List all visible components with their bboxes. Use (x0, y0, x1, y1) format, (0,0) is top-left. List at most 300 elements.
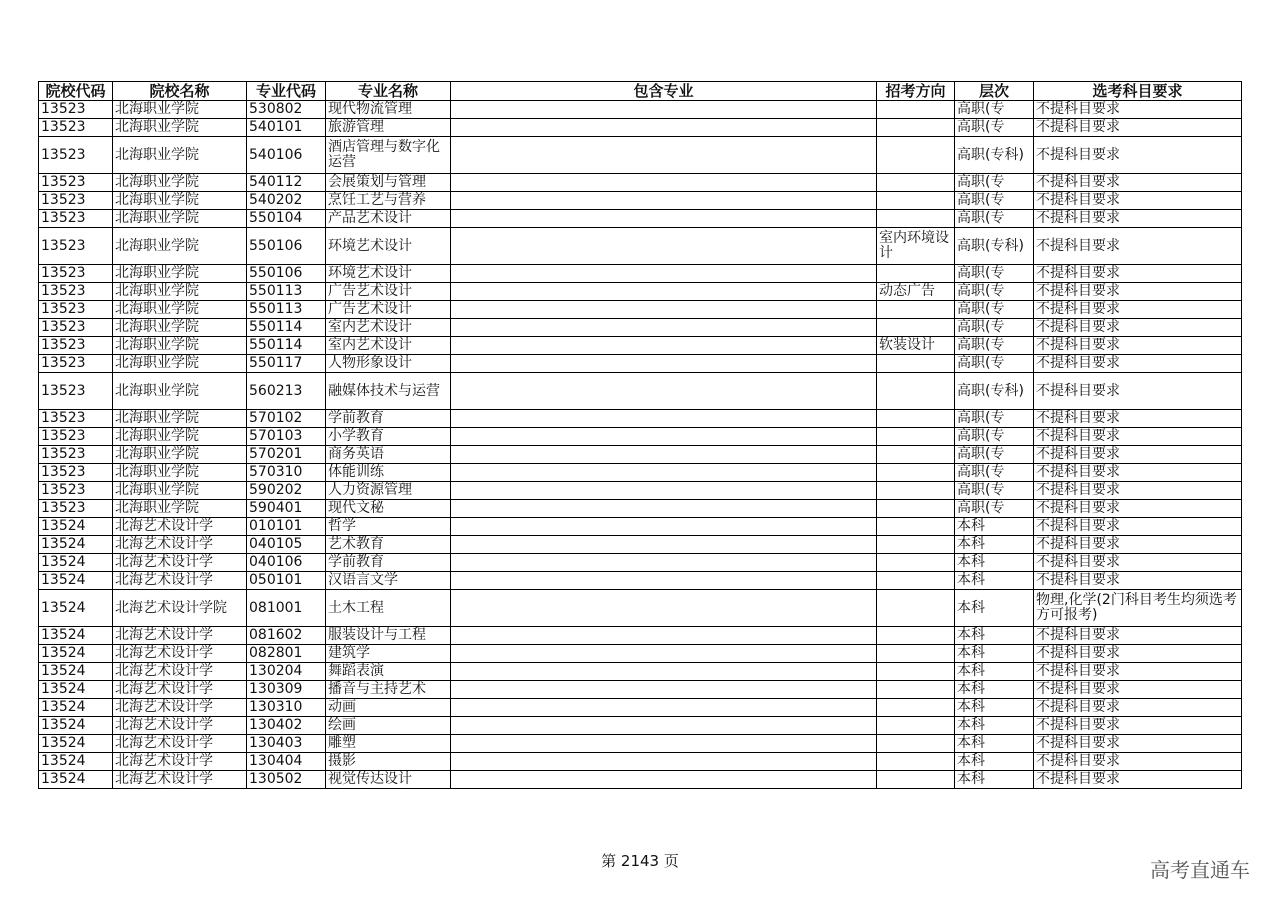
cell-school-name: 北海艺术设计学 (113, 735, 247, 753)
cell-subject-requirement: 不提科目要求 (1034, 681, 1242, 699)
cell-major-name: 摄影 (326, 753, 451, 771)
cell-school-code: 13523 (39, 428, 113, 446)
cell-school-name: 北海艺术设计学 (113, 771, 247, 789)
cell-major-name: 舞蹈表演 (326, 663, 451, 681)
cell-level: 高职(专 (955, 500, 1034, 518)
cell-level: 本科 (955, 554, 1034, 572)
cell-major-code: 530802 (247, 101, 326, 119)
cell-school-code: 13523 (39, 373, 113, 410)
cell-school-name: 北海职业学院 (113, 482, 247, 500)
cell-direction (877, 119, 955, 137)
cell-level: 高职(专 (955, 119, 1034, 137)
cell-direction (877, 500, 955, 518)
cell-major-name: 艺术教育 (326, 536, 451, 554)
cell-school-code: 13524 (39, 554, 113, 572)
cell-level: 高职(专 (955, 192, 1034, 210)
cell-major-code: 050101 (247, 572, 326, 590)
cell-included-majors (451, 192, 877, 210)
cell-school-code: 13523 (39, 119, 113, 137)
cell-major-code: 550114 (247, 337, 326, 355)
table-row (39, 101, 1242, 119)
cell-included-majors (451, 283, 877, 301)
cell-school-code: 13523 (39, 500, 113, 518)
cell-subject-requirement: 不提科目要求 (1034, 753, 1242, 771)
cell-major-name: 人物形象设计 (326, 355, 451, 373)
table-row (39, 518, 1242, 536)
cell-school-name: 北海职业学院 (113, 355, 247, 373)
cell-major-name: 雕塑 (326, 735, 451, 753)
cell-school-name: 北海艺术设计学院 (113, 590, 247, 627)
cell-direction (877, 410, 955, 428)
table-row (39, 572, 1242, 590)
table-row (39, 337, 1242, 355)
cell-school-code: 13523 (39, 482, 113, 500)
cell-school-code: 13523 (39, 464, 113, 482)
cell-direction (877, 210, 955, 228)
cell-school-name: 北海艺术设计学 (113, 645, 247, 663)
cell-subject-requirement: 不提科目要求 (1034, 663, 1242, 681)
cell-included-majors (451, 355, 877, 373)
cell-major-code: 590202 (247, 482, 326, 500)
cell-major-name: 室内艺术设计 (326, 319, 451, 337)
cell-direction (877, 645, 955, 663)
cell-level: 高职(专科) (955, 228, 1034, 265)
table-row (39, 410, 1242, 428)
cell-subject-requirement: 不提科目要求 (1034, 410, 1242, 428)
table-row (39, 627, 1242, 645)
cell-school-name: 北海职业学院 (113, 500, 247, 518)
cell-major-name: 哲学 (326, 518, 451, 536)
table-row (39, 174, 1242, 192)
cell-included-majors (451, 174, 877, 192)
cell-school-code: 13524 (39, 536, 113, 554)
cell-major-code: 550114 (247, 319, 326, 337)
cell-school-name: 北海职业学院 (113, 373, 247, 410)
header-row (39, 82, 1242, 101)
cell-level: 本科 (955, 717, 1034, 735)
cell-school-code: 13523 (39, 355, 113, 373)
cell-school-code: 13523 (39, 301, 113, 319)
cell-school-name: 北海职业学院 (113, 137, 247, 174)
cell-subject-requirement: 不提科目要求 (1034, 771, 1242, 789)
cell-level: 高职(专 (955, 410, 1034, 428)
cell-direction (877, 446, 955, 464)
table-row (39, 355, 1242, 373)
cell-level: 本科 (955, 681, 1034, 699)
cell-major-code: 550113 (247, 301, 326, 319)
cell-major-code: 010101 (247, 518, 326, 536)
cell-level: 高职(专 (955, 283, 1034, 301)
header-major-code: 专业代码 (247, 82, 326, 101)
cell-major-code: 130502 (247, 771, 326, 789)
cell-level: 高职(专科) (955, 373, 1034, 410)
cell-school-name: 北海职业学院 (113, 210, 247, 228)
cell-major-code: 550106 (247, 265, 326, 283)
cell-included-majors (451, 228, 877, 265)
cell-direction (877, 717, 955, 735)
cell-school-code: 13523 (39, 337, 113, 355)
cell-direction (877, 265, 955, 283)
cell-included-majors (451, 771, 877, 789)
cell-major-code: 081001 (247, 590, 326, 627)
cell-school-name: 北海艺术设计学 (113, 681, 247, 699)
cell-included-majors (451, 428, 877, 446)
cell-subject-requirement: 不提科目要求 (1034, 572, 1242, 590)
cell-included-majors (451, 101, 877, 119)
table-body (39, 101, 1242, 789)
cell-school-code: 13524 (39, 771, 113, 789)
cell-direction (877, 482, 955, 500)
header-school-code: 院校代码 (39, 82, 113, 101)
cell-subject-requirement: 不提科目要求 (1034, 536, 1242, 554)
cell-direction (877, 627, 955, 645)
cell-direction (877, 554, 955, 572)
cell-school-name: 北海艺术设计学 (113, 663, 247, 681)
cell-subject-requirement: 不提科目要求 (1034, 373, 1242, 410)
cell-included-majors (451, 137, 877, 174)
cell-major-code: 130204 (247, 663, 326, 681)
table-row (39, 663, 1242, 681)
cell-direction (877, 428, 955, 446)
cell-direction (877, 464, 955, 482)
table-row (39, 428, 1242, 446)
cell-included-majors (451, 464, 877, 482)
header-major-name: 专业名称 (326, 82, 451, 101)
cell-level: 高职(专 (955, 319, 1034, 337)
cell-included-majors (451, 536, 877, 554)
cell-direction (877, 373, 955, 410)
cell-major-name: 酒店管理与数字化运营 (326, 137, 451, 174)
cell-direction (877, 518, 955, 536)
cell-major-code: 130404 (247, 753, 326, 771)
cell-major-code: 550117 (247, 355, 326, 373)
cell-level: 高职(专 (955, 174, 1034, 192)
cell-subject-requirement: 不提科目要求 (1034, 500, 1242, 518)
cell-included-majors (451, 645, 877, 663)
cell-included-majors (451, 265, 877, 283)
cell-direction (877, 681, 955, 699)
cell-direction (877, 101, 955, 119)
cell-school-code: 13523 (39, 174, 113, 192)
cell-direction (877, 735, 955, 753)
cell-subject-requirement: 不提科目要求 (1034, 717, 1242, 735)
cell-level: 高职(专 (955, 265, 1034, 283)
cell-included-majors (451, 663, 877, 681)
admissions-table (38, 81, 1242, 789)
table-row (39, 753, 1242, 771)
cell-school-code: 13523 (39, 446, 113, 464)
cell-direction: 软装设计 (877, 337, 955, 355)
table-row (39, 283, 1242, 301)
cell-school-code: 13524 (39, 518, 113, 536)
cell-major-name: 现代物流管理 (326, 101, 451, 119)
cell-major-name: 现代文秘 (326, 500, 451, 518)
cell-school-name: 北海艺术设计学 (113, 717, 247, 735)
table-row (39, 464, 1242, 482)
cell-major-name: 建筑学 (326, 645, 451, 663)
cell-subject-requirement: 不提科目要求 (1034, 699, 1242, 717)
table-row (39, 119, 1242, 137)
table-row (39, 373, 1242, 410)
cell-included-majors (451, 753, 877, 771)
cell-major-code: 130403 (247, 735, 326, 753)
cell-subject-requirement: 不提科目要求 (1034, 319, 1242, 337)
cell-school-name: 北海职业学院 (113, 337, 247, 355)
cell-direction (877, 699, 955, 717)
cell-major-name: 室内艺术设计 (326, 337, 451, 355)
cell-school-code: 13523 (39, 265, 113, 283)
cell-direction: 室内环境设计 (877, 228, 955, 265)
table-row (39, 717, 1242, 735)
cell-direction (877, 192, 955, 210)
cell-level: 高职(专 (955, 301, 1034, 319)
cell-direction: 动态广告 (877, 283, 955, 301)
cell-major-code: 540112 (247, 174, 326, 192)
cell-major-name: 人力资源管理 (326, 482, 451, 500)
cell-level: 本科 (955, 735, 1034, 753)
header-subject-requirement: 选考科目要求 (1034, 82, 1242, 101)
cell-level: 高职(专 (955, 464, 1034, 482)
cell-included-majors (451, 735, 877, 753)
cell-major-code: 540202 (247, 192, 326, 210)
cell-direction (877, 771, 955, 789)
cell-level: 高职(专 (955, 210, 1034, 228)
cell-included-majors (451, 699, 877, 717)
cell-major-name: 环境艺术设计 (326, 228, 451, 265)
cell-major-name: 小学教育 (326, 428, 451, 446)
cell-subject-requirement: 不提科目要求 (1034, 283, 1242, 301)
cell-major-code: 040106 (247, 554, 326, 572)
cell-school-name: 北海艺术设计学 (113, 699, 247, 717)
table-row (39, 319, 1242, 337)
table-row (39, 482, 1242, 500)
cell-major-code: 550106 (247, 228, 326, 265)
cell-school-name: 北海职业学院 (113, 410, 247, 428)
cell-direction (877, 572, 955, 590)
cell-included-majors (451, 627, 877, 645)
cell-school-name: 北海艺术设计学 (113, 554, 247, 572)
cell-level: 高职(专 (955, 101, 1034, 119)
cell-major-code: 081602 (247, 627, 326, 645)
cell-school-code: 13523 (39, 101, 113, 119)
cell-school-code: 13524 (39, 753, 113, 771)
cell-school-code: 13524 (39, 645, 113, 663)
cell-school-code: 13524 (39, 699, 113, 717)
cell-subject-requirement: 不提科目要求 (1034, 301, 1242, 319)
cell-school-name: 北海职业学院 (113, 174, 247, 192)
cell-major-name: 服装设计与工程 (326, 627, 451, 645)
cell-major-name: 汉语言文学 (326, 572, 451, 590)
table-row (39, 500, 1242, 518)
cell-major-code: 590401 (247, 500, 326, 518)
cell-major-code: 540101 (247, 119, 326, 137)
table-row (39, 645, 1242, 663)
cell-major-code: 570201 (247, 446, 326, 464)
cell-subject-requirement: 不提科目要求 (1034, 355, 1242, 373)
cell-included-majors (451, 119, 877, 137)
cell-level: 本科 (955, 753, 1034, 771)
table-row (39, 735, 1242, 753)
cell-subject-requirement: 不提科目要求 (1034, 645, 1242, 663)
cell-included-majors (451, 373, 877, 410)
cell-school-name: 北海艺术设计学 (113, 572, 247, 590)
cell-school-name: 北海职业学院 (113, 319, 247, 337)
cell-major-code: 550113 (247, 283, 326, 301)
cell-included-majors (451, 446, 877, 464)
cell-level: 高职(专 (955, 446, 1034, 464)
cell-subject-requirement: 不提科目要求 (1034, 518, 1242, 536)
cell-direction (877, 663, 955, 681)
header-level: 层次 (955, 82, 1034, 101)
cell-school-name: 北海职业学院 (113, 464, 247, 482)
cell-subject-requirement: 不提科目要求 (1034, 174, 1242, 192)
table-row (39, 590, 1242, 627)
cell-school-code: 13523 (39, 210, 113, 228)
cell-direction (877, 174, 955, 192)
watermark-logo: 高考直通车 (1150, 858, 1250, 882)
cell-major-name: 旅游管理 (326, 119, 451, 137)
cell-major-code: 540106 (247, 137, 326, 174)
cell-subject-requirement: 不提科目要求 (1034, 482, 1242, 500)
cell-direction (877, 355, 955, 373)
cell-included-majors (451, 210, 877, 228)
cell-level: 本科 (955, 663, 1034, 681)
cell-major-code: 082801 (247, 645, 326, 663)
table-row (39, 771, 1242, 789)
header-included-majors: 包含专业 (451, 82, 877, 101)
cell-included-majors (451, 518, 877, 536)
cell-school-name: 北海职业学院 (113, 428, 247, 446)
cell-school-code: 13523 (39, 319, 113, 337)
cell-subject-requirement: 不提科目要求 (1034, 192, 1242, 210)
cell-subject-requirement: 不提科目要求 (1034, 119, 1242, 137)
cell-major-name: 会展策划与管理 (326, 174, 451, 192)
cell-subject-requirement: 不提科目要求 (1034, 210, 1242, 228)
cell-school-code: 13524 (39, 663, 113, 681)
cell-school-code: 13524 (39, 681, 113, 699)
cell-included-majors (451, 482, 877, 500)
cell-subject-requirement: 不提科目要求 (1034, 464, 1242, 482)
header-school-name: 院校名称 (113, 82, 247, 101)
cell-subject-requirement: 不提科目要求 (1034, 554, 1242, 572)
cell-subject-requirement: 不提科目要求 (1034, 735, 1242, 753)
cell-direction (877, 590, 955, 627)
cell-school-name: 北海艺术设计学 (113, 536, 247, 554)
table-row (39, 554, 1242, 572)
cell-level: 本科 (955, 518, 1034, 536)
cell-level: 本科 (955, 627, 1034, 645)
cell-school-code: 13524 (39, 735, 113, 753)
cell-major-code: 560213 (247, 373, 326, 410)
cell-major-name: 绘画 (326, 717, 451, 735)
cell-direction (877, 301, 955, 319)
table-row (39, 192, 1242, 210)
table-row (39, 228, 1242, 265)
cell-included-majors (451, 717, 877, 735)
cell-major-code: 570310 (247, 464, 326, 482)
cell-major-name: 体能训练 (326, 464, 451, 482)
cell-school-name: 北海职业学院 (113, 228, 247, 265)
cell-direction (877, 753, 955, 771)
cell-level: 本科 (955, 699, 1034, 717)
cell-major-name: 视觉传达设计 (326, 771, 451, 789)
cell-school-name: 北海职业学院 (113, 301, 247, 319)
cell-school-name: 北海职业学院 (113, 446, 247, 464)
table-row (39, 301, 1242, 319)
cell-major-name: 广告艺术设计 (326, 301, 451, 319)
cell-school-code: 13523 (39, 228, 113, 265)
cell-included-majors (451, 590, 877, 627)
cell-school-code: 13524 (39, 627, 113, 645)
cell-included-majors (451, 337, 877, 355)
cell-major-name: 烹饪工艺与营养 (326, 192, 451, 210)
table-row (39, 210, 1242, 228)
cell-major-code: 570103 (247, 428, 326, 446)
cell-subject-requirement: 不提科目要求 (1034, 428, 1242, 446)
cell-level: 本科 (955, 536, 1034, 554)
cell-school-name: 北海职业学院 (113, 265, 247, 283)
table-row (39, 681, 1242, 699)
cell-included-majors (451, 301, 877, 319)
cell-major-code: 570102 (247, 410, 326, 428)
cell-subject-requirement: 不提科目要求 (1034, 337, 1242, 355)
cell-major-name: 动画 (326, 699, 451, 717)
cell-major-name: 播音与主持艺术 (326, 681, 451, 699)
cell-direction (877, 536, 955, 554)
cell-school-name: 北海职业学院 (113, 101, 247, 119)
cell-major-code: 550104 (247, 210, 326, 228)
page-number: 第 2143 页 (601, 852, 679, 870)
cell-level: 高职(专 (955, 428, 1034, 446)
cell-school-name: 北海职业学院 (113, 119, 247, 137)
cell-major-name: 产品艺术设计 (326, 210, 451, 228)
cell-included-majors (451, 681, 877, 699)
cell-level: 本科 (955, 572, 1034, 590)
cell-subject-requirement: 不提科目要求 (1034, 137, 1242, 174)
table-row (39, 265, 1242, 283)
cell-level: 高职(专 (955, 355, 1034, 373)
cell-school-name: 北海艺术设计学 (113, 518, 247, 536)
cell-subject-requirement: 不提科目要求 (1034, 446, 1242, 464)
cell-major-code: 040105 (247, 536, 326, 554)
cell-school-code: 13523 (39, 410, 113, 428)
cell-direction (877, 319, 955, 337)
cell-school-code: 13523 (39, 137, 113, 174)
cell-major-name: 学前教育 (326, 410, 451, 428)
table-row (39, 699, 1242, 717)
cell-school-code: 13523 (39, 192, 113, 210)
cell-school-name: 北海艺术设计学 (113, 753, 247, 771)
cell-included-majors (451, 410, 877, 428)
cell-subject-requirement: 不提科目要求 (1034, 265, 1242, 283)
cell-school-code: 13524 (39, 717, 113, 735)
cell-major-code: 130310 (247, 699, 326, 717)
table-row (39, 137, 1242, 174)
cell-school-code: 13523 (39, 283, 113, 301)
table-row (39, 446, 1242, 464)
cell-major-name: 融媒体技术与运营 (326, 373, 451, 410)
cell-level: 高职(专 (955, 337, 1034, 355)
cell-school-name: 北海职业学院 (113, 192, 247, 210)
cell-major-code: 130402 (247, 717, 326, 735)
cell-major-code: 130309 (247, 681, 326, 699)
cell-included-majors (451, 572, 877, 590)
cell-school-code: 13524 (39, 590, 113, 627)
cell-subject-requirement: 物理,化学(2门科目考生均须选考方可报考) (1034, 590, 1242, 627)
cell-major-name: 广告艺术设计 (326, 283, 451, 301)
table-row (39, 536, 1242, 554)
cell-school-code: 13524 (39, 572, 113, 590)
